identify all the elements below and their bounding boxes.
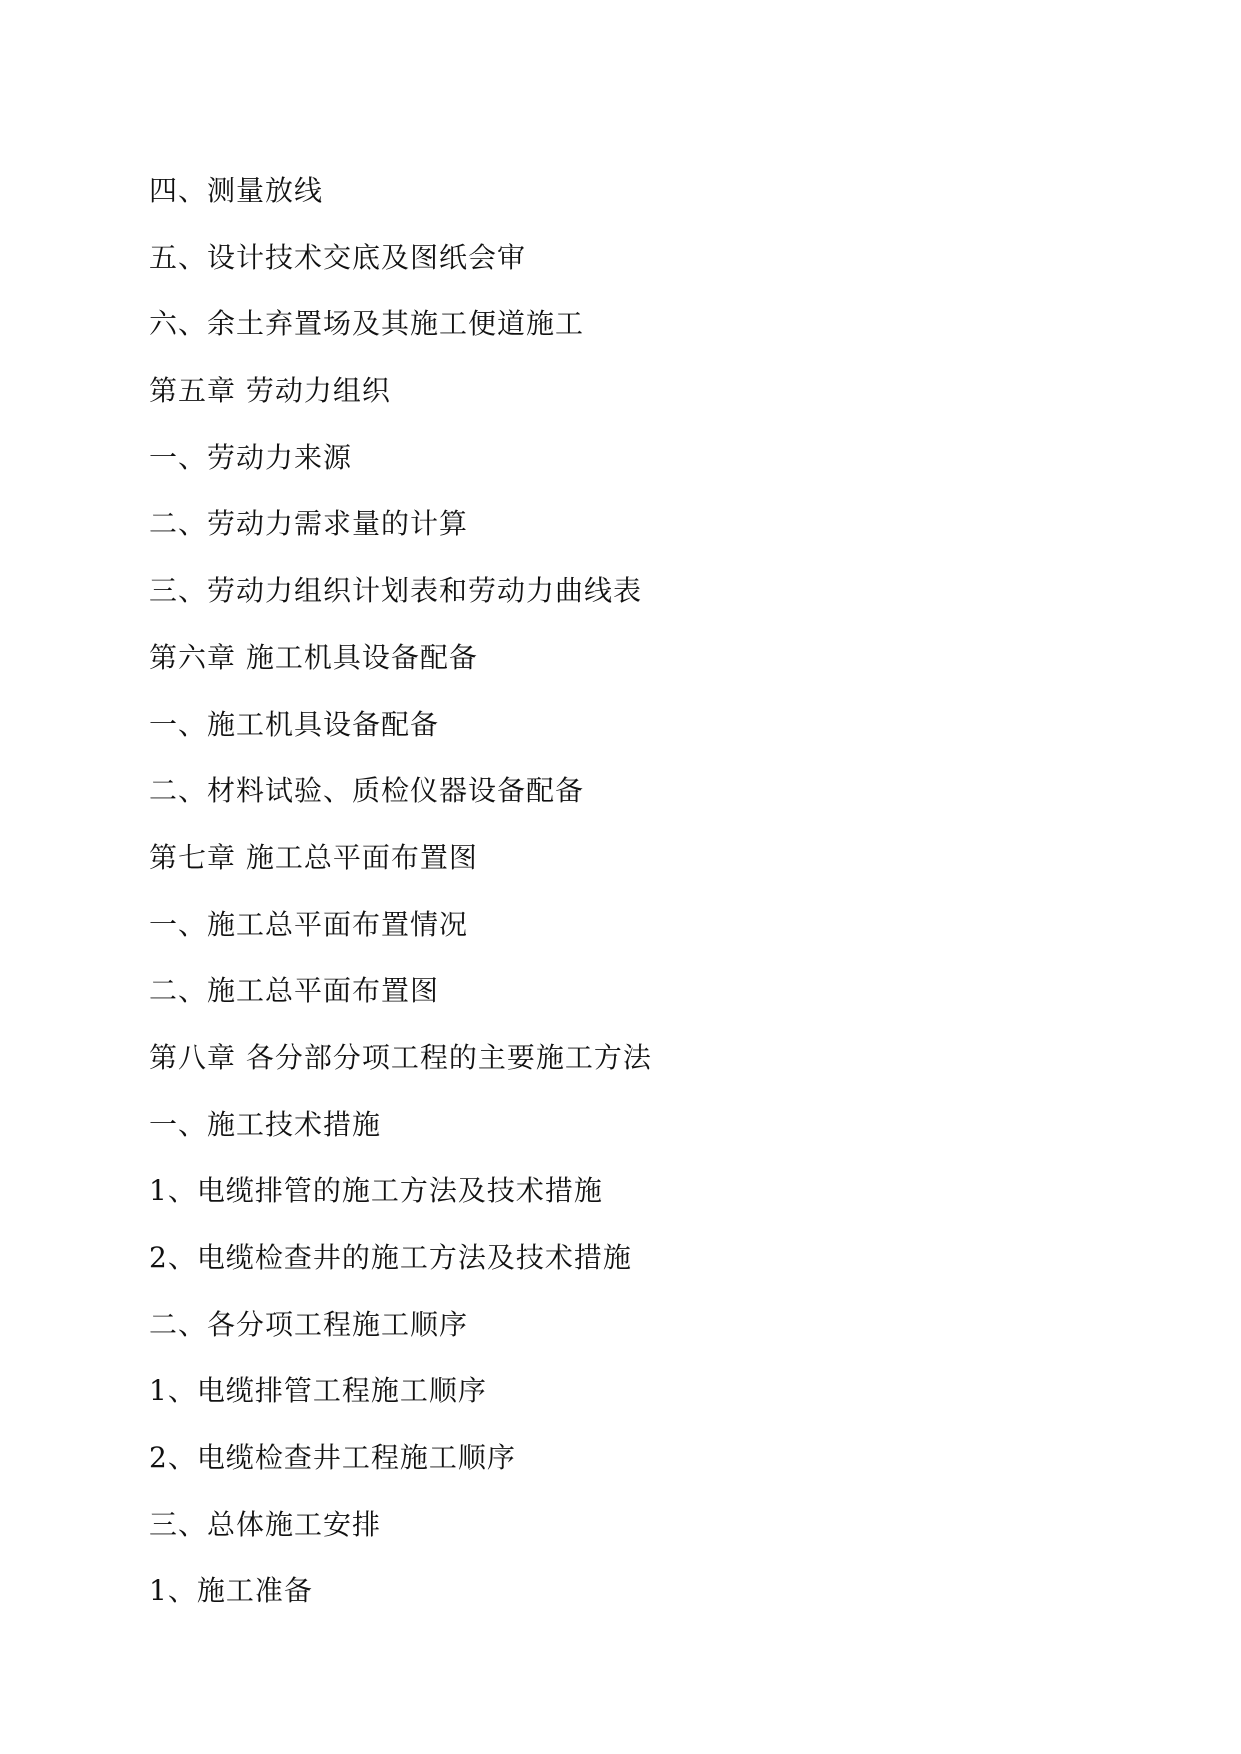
toc-item-construction-sequence: 二、各分项工程施工顺序: [149, 1307, 469, 1341]
toc-subitem-inspection-well-method: 2、电缆检查井的施工方法及技术措施: [149, 1241, 632, 1274]
toc-subitem-construction-preparation: 1、施工准备: [149, 1574, 313, 1608]
toc-item-layout-status: 一、施工总平面布置情况: [149, 907, 469, 941]
toc-item-labor-source: 一、劳动力来源: [149, 440, 353, 474]
toc-item-labor-plan: 三、劳动力组织计划表和劳动力曲线表: [149, 574, 643, 608]
toc-chapter-seven: 第七章 施工总平面布置图: [149, 840, 478, 874]
toc-chapter-eight: 第八章 各分部分项工程的主要施工方法: [149, 1040, 652, 1074]
toc-item-measurement-layout: 四、测量放线: [149, 174, 324, 207]
toc-item-testing-equipment: 二、材料试验、质检仪器设备配备: [149, 774, 585, 808]
toc-subitem-inspection-well-sequence: 2、电缆检查井工程施工顺序: [149, 1441, 516, 1475]
toc-subitem-cable-conduit-sequence: 1、电缆排管工程施工顺序: [149, 1374, 487, 1408]
toc-item-spoil-site-road: 六、余土弃置场及其施工便道施工: [149, 307, 585, 341]
toc-item-overall-arrangement: 三、总体施工安排: [149, 1507, 382, 1541]
toc-item-equipment: 一、施工机具设备配备: [149, 707, 440, 741]
toc-chapter-five: 第五章 劳动力组织: [149, 374, 391, 408]
toc-subitem-cable-conduit-method: 1、电缆排管的施工方法及技术措施: [149, 1174, 603, 1208]
table-of-contents: [149, 176, 652, 1643]
toc-item-labor-demand: 二、劳动力需求量的计算: [149, 507, 469, 541]
toc-item-technical-measures: 一、施工技术措施: [149, 1107, 382, 1141]
toc-chapter-six: 第六章 施工机具设备配备: [149, 640, 478, 674]
toc-item-design-briefing: 五、设计技术交底及图纸会审: [149, 240, 527, 274]
toc-item-layout-drawing: 二、施工总平面布置图: [149, 974, 440, 1008]
